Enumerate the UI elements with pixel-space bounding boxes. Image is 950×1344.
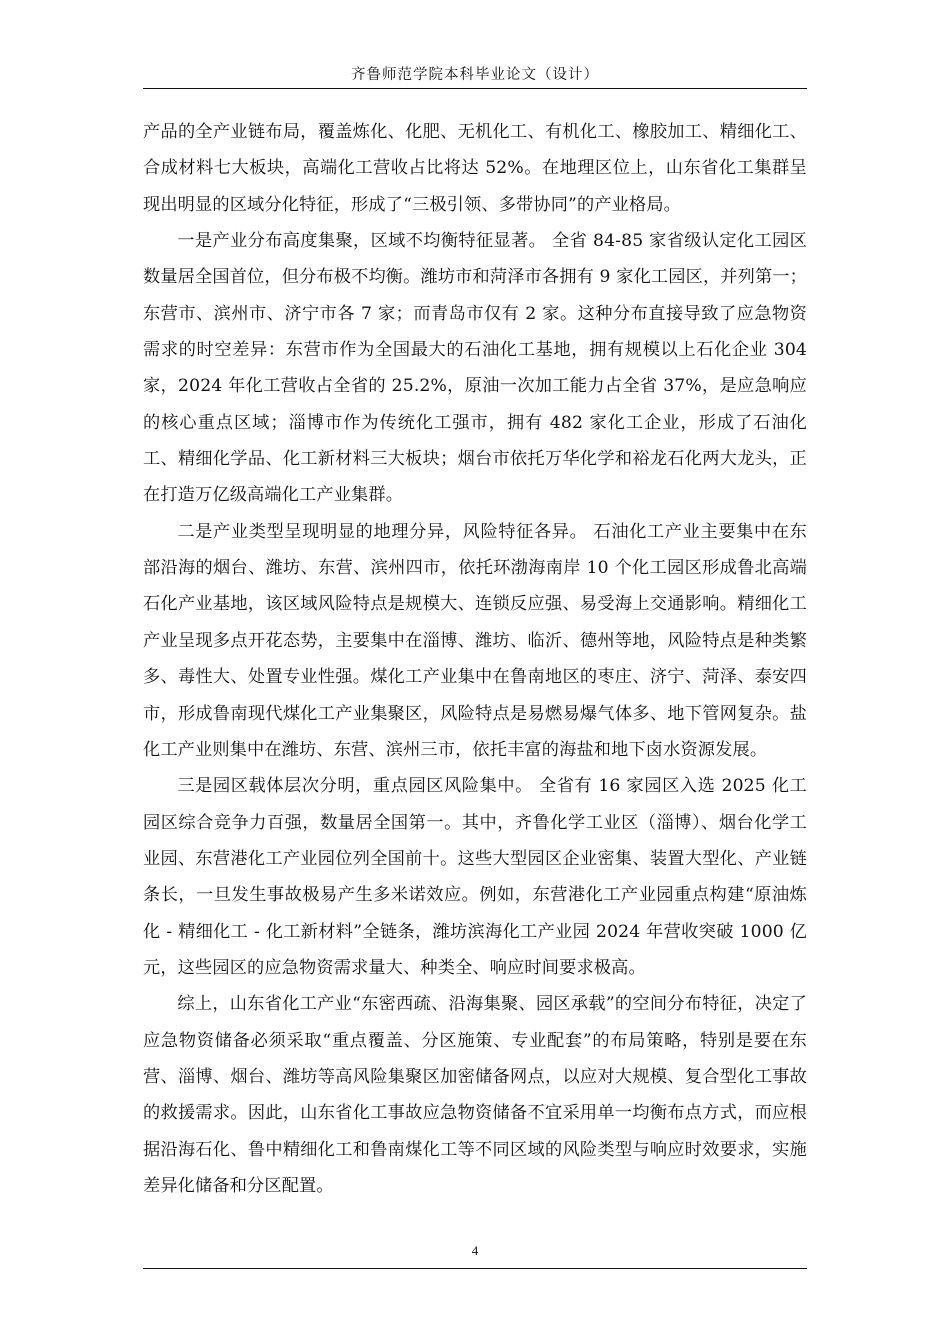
paragraph-park-carriers: 三是园区载体层次分明，重点园区风险集中。 全省有 16 家园区入选 2025 化工园区综合竞争力百强，数量居全国第一。其中，齐鲁化学工业区（淄博）、烟台化学工业园、东营港化工产业园位列全国前十。这些大型园区企业密集、装置大型化、产业链条长，一旦发生事故极易产生多米诺效应。例如，东营港化工产业园重点构建“原油炼化 - 精细化工 - 化工新材料”全链条，潍坊滨海化工产业园 2024 年营收突破 1000 亿元，这些园区的应急物资需求量大、种类全、响应时间要求极高。 bbox=[143, 776, 807, 978]
body-text bbox=[143, 114, 807, 1204]
paragraph-industry-concentration: 一是产业分布高度集聚，区域不均衡特征显著。 全省 84-85 家省级认定化工园区数量居全国首位，但分布极不均衡。潍坊市和菏泽市各拥有 9 家化工园区，并列第一；东营市、滨州市、济宁市各 7 家；而青岛市仅有 2 家。这种分布直接导致了应急物资需求的时空差异：东营市作为全国最大的石油化工基地，拥有规模以上石化企业 304 家，2024 年化工营收占全省的 25.2%，原油一次加工能力占全省 37%，是应急响应的核心重点区域；淄博市作为传统化工强市，拥有 482 家化工企业，形成了石油化工、精细化学品、化工新材料三大板块；烟台市依托万华化学和裕龙石化两大龙头，正在打造万亿级高端化工产业集群。 bbox=[143, 231, 807, 506]
footer-divider bbox=[143, 1268, 807, 1269]
paragraph-conclusion: 综上，山东省化工产业“东密西疏、沿海集聚、园区承载”的空间分布特征，决定了应急物资储备必须采取“重点覆盖、分区施策、专业配套”的布局策略，特别是要在东营、淄博、烟台、潍坊等高风险集聚区加密储备网点，以应对大规模、复合型化工事故的救援需求。因此，山东省化工事故应急物资储备不宜采用单一均衡布点方式，而应根据沿海石化、鲁中精细化工和鲁南煤化工等不同区域的风险类型与响应时效要求，实施差异化储备和分区配置。 bbox=[143, 994, 807, 1196]
paragraph-industry-types: 二是产业类型呈现明显的地理分异，风险特征各异。 石油化工产业主要集中在东部沿海的烟台、潍坊、东营、滨州四市，依托环渤海南岸 10 个化工园区形成鲁北高端石化产业基地，该区域风险特点是规模大、连锁反应强、易受海上交通影响。精细化工产业呈现多点开花态势，主要集中在淄博、潍坊、临沂、德州等地，风险特点是种类繁多、毒性大、处置专业性强。煤化工产业集中在鲁南地区的枣庄、济宁、菏泽、泰安四市，形成鲁南现代煤化工产业集聚区，风险特点是易燃易爆气体多、地下管网复杂。盐化工产业则集中在潍坊、东营、滨州三市，依托丰富的海盐和地下卤水资源发展。 bbox=[143, 521, 807, 760]
paragraph-continuation: 产品的全产业链布局，覆盖炼化、化肥、无机化工、有机化工、橡胶加工、精细化工、合成材料七大板块，高端化工营收占比将达 52%。在地理区位上，山东省化工集群呈现出明显的区域分化特征，形成了“三极引领、多带协同”的产业格局。 bbox=[143, 122, 807, 215]
running-header: 齐鲁师范学院本科毕业论文（设计） bbox=[351, 67, 599, 83]
header-divider bbox=[143, 88, 807, 89]
page-number: 4 bbox=[471, 1243, 479, 1258]
